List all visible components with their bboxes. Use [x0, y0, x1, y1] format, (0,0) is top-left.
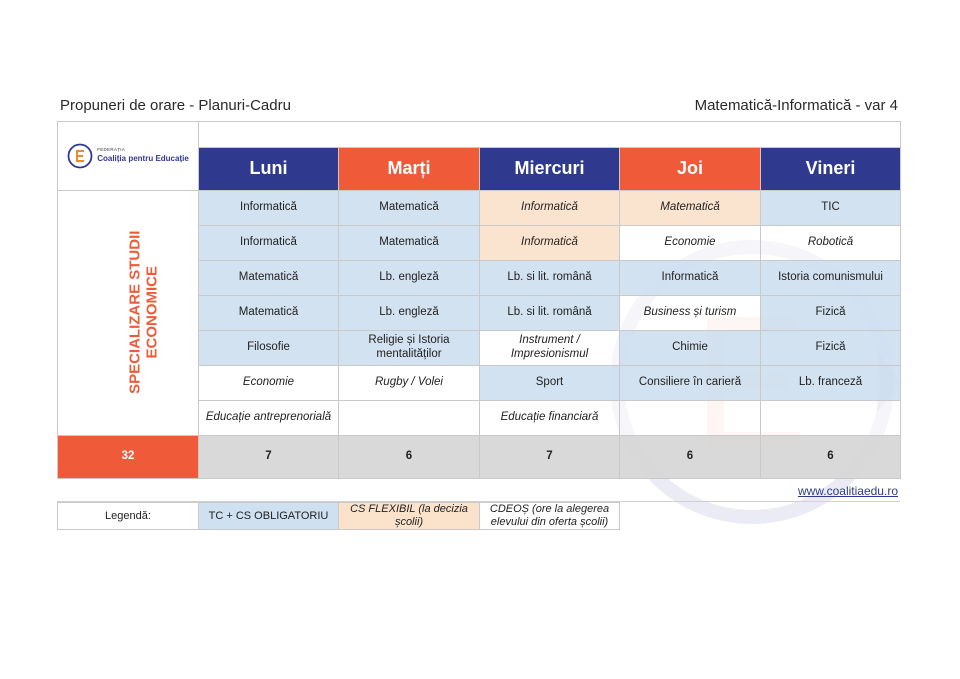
day-total-luni: 7: [199, 436, 339, 479]
schedule-cell: Business și turism: [620, 296, 761, 331]
schedule-cell: [620, 401, 761, 436]
day-total-marti: 6: [339, 436, 480, 479]
logo-cell: [58, 122, 199, 191]
schedule-cell: Filosofie: [199, 331, 339, 366]
schedule-cell: Chimie: [620, 331, 761, 366]
legend-cdeos: CDEOȘ (ore la alegerea elevului din oferta școlii): [480, 503, 620, 530]
schedule-cell: Matematică: [339, 191, 480, 226]
schedule-cell: Informatică: [480, 191, 620, 226]
schedule-cell: Lb. engleză: [339, 261, 480, 296]
schedule-cell: Sport: [480, 366, 620, 401]
schedule-cell: Instrument / Impresionismul: [480, 331, 620, 366]
schedule-cell: Fizică: [761, 331, 901, 366]
logo-name-part1: Coaliția pentru: [97, 154, 156, 164]
schedule-cell: TIC: [761, 191, 901, 226]
schedule-cell: Informatică: [199, 191, 339, 226]
schedule-cell: Fizică: [761, 296, 901, 331]
website-link[interactable]: www.coalitiaedu.ro: [797, 484, 898, 498]
schedule-cell: Informatică: [480, 226, 620, 261]
schedule-cell: Informatică: [199, 226, 339, 261]
logo-name-part2: Educație: [155, 154, 189, 164]
specialization-line1: SPECIALIZARE STUDII: [126, 230, 144, 395]
coalitia-logo: [62, 143, 194, 169]
day-header-joi: Joi: [620, 148, 761, 191]
day-total-vineri: 6: [761, 436, 901, 479]
day-header-marti: Marți: [339, 148, 480, 191]
specialization-label: [58, 191, 199, 436]
page-subtitle: Matematică-Informatică - var 4: [694, 97, 898, 114]
schedule-cell: [339, 401, 480, 436]
page-title: Propuneri de orare - Planuri-Cadru: [60, 97, 291, 114]
schedule-cell: Lb. si lit. română: [480, 296, 620, 331]
specialization-line2: ECONOMICE: [143, 266, 161, 359]
schedule-cell: Informatică: [620, 261, 761, 296]
schedule-cell: Matematică: [199, 296, 339, 331]
schedule-cell: Consiliere în carieră: [620, 366, 761, 401]
schedule-cell: Matematică: [620, 191, 761, 226]
schedule-cell: Educație financiară: [480, 401, 620, 436]
legend-label: Legendă:: [58, 503, 199, 530]
schedule-cell: Matematică: [199, 261, 339, 296]
day-header-vineri: Vineri: [761, 148, 901, 191]
schedule-cell: [761, 401, 901, 436]
coalitia-logo-icon: [67, 143, 93, 169]
schedule-cell: Economie: [620, 226, 761, 261]
schedule-cell: Religie și Istoria mentalităților: [339, 331, 480, 366]
schedule-cell: Istoria comunismului: [761, 261, 901, 296]
schedule-table: [57, 121, 901, 479]
day-total-miercuri: 7: [480, 436, 620, 479]
legend-table: [57, 502, 620, 530]
schedule-cell: Lb. engleză: [339, 296, 480, 331]
logo-small-text: FEDERAȚIA: [97, 146, 126, 152]
header-spacer: [199, 122, 901, 148]
schedule-cell: Lb. si lit. română: [480, 261, 620, 296]
schedule-cell: Matematică: [339, 226, 480, 261]
legend-tc-cs: TC + CS OBLIGATORIU: [199, 503, 339, 530]
legend-cs-flexibil: CS FLEXIBIL (la decizia școlii): [339, 503, 480, 530]
day-total-joi: 6: [620, 436, 761, 479]
schedule-cell: Economie: [199, 366, 339, 401]
schedule-cell: Robotică: [761, 226, 901, 261]
day-header-miercuri: Miercuri: [480, 148, 620, 191]
total-hours: 32: [58, 436, 199, 479]
schedule-cell: Lb. franceză: [761, 366, 901, 401]
schedule-cell: Rugby / Volei: [339, 366, 480, 401]
day-header-luni: Luni: [199, 148, 339, 191]
schedule-cell: Educație antreprenorială: [199, 401, 339, 436]
